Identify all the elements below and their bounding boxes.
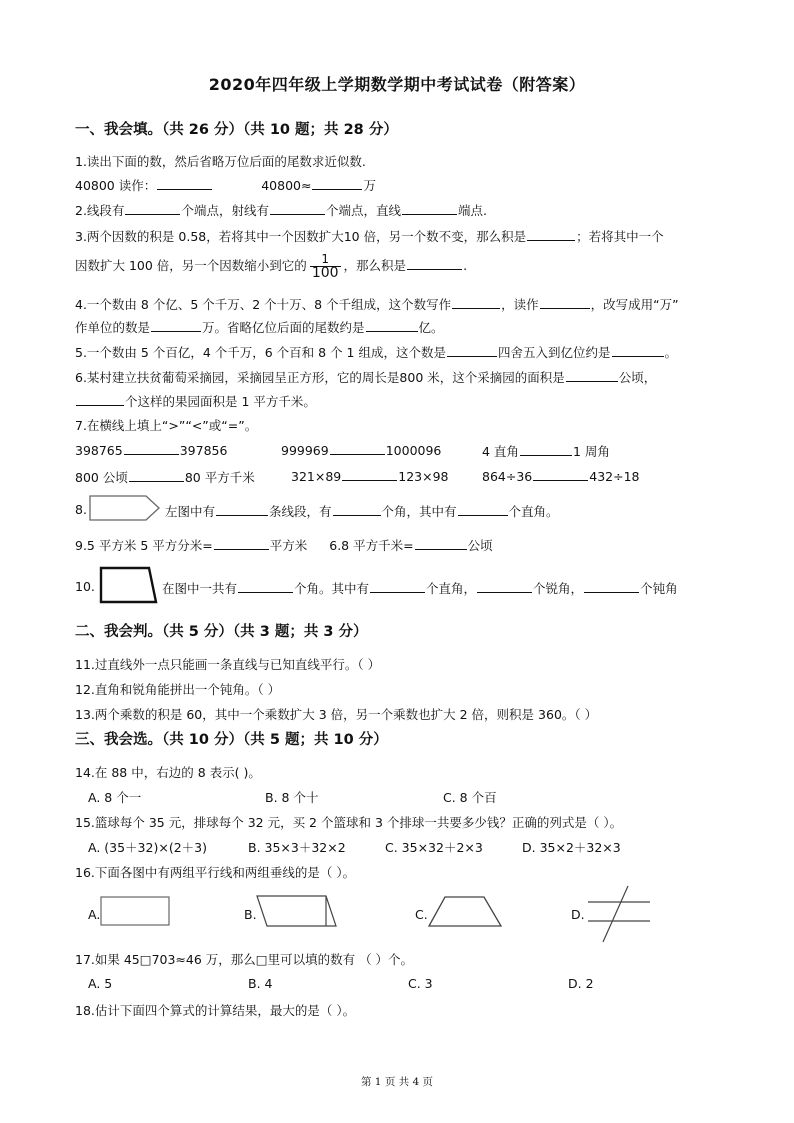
q9-text-1: 9.5 平方米 5 平方分米= bbox=[75, 538, 213, 553]
q1-approx-blank[interactable] bbox=[312, 177, 362, 190]
question-1-answers bbox=[75, 176, 376, 194]
question-15-stem: 15.篮球每个 35 元，排球每个 32 元，买 2 个篮球和 3 个排球一共要多少钱？正确的列式是（ ）。 bbox=[75, 815, 623, 830]
q9-blank-2[interactable] bbox=[415, 537, 467, 550]
question-14-stem: 14.在 88 中，右边的 8 表示( )。 bbox=[75, 765, 261, 780]
q1-approx-label: 40800≈ bbox=[261, 178, 312, 193]
q5-blank-2[interactable] bbox=[612, 344, 664, 357]
section-heading-judge: 二、我会判。（共 5 分）（共 3 题；共 3 分） bbox=[75, 624, 368, 640]
q8-text-3: 个角，其中有 bbox=[381, 504, 457, 519]
q8-pentagon-shape bbox=[90, 496, 159, 520]
question-9 bbox=[75, 536, 493, 554]
q16-option-d-label[interactable]: D. bbox=[571, 907, 585, 922]
q7-blank-3[interactable] bbox=[520, 443, 572, 456]
q7-item-2-right: 1000096 bbox=[385, 443, 442, 458]
q10-blank-2[interactable] bbox=[370, 580, 425, 593]
q2-text-1: 2.线段有 bbox=[75, 203, 125, 218]
q10-blank-1[interactable] bbox=[238, 580, 293, 593]
q7-item-6 bbox=[482, 468, 640, 484]
q10-trapezoid-shape bbox=[101, 568, 156, 602]
q3-blank-2[interactable] bbox=[407, 257, 462, 270]
q7-item-4-right: 80 平方千米 bbox=[184, 470, 255, 485]
q6-text-1: 6.某村建立扶贫葡萄采摘园，采摘园呈正方形，它的周长是800 米，这个采摘园的面积是 bbox=[75, 370, 565, 385]
q5-blank-1[interactable] bbox=[447, 344, 497, 357]
q14-option-a[interactable]: A. 8 个一 bbox=[88, 790, 142, 805]
q7-blank-4[interactable] bbox=[129, 469, 184, 482]
question-16-stem: 16.下面各图中有两组平行线和两组垂线的是（ ）。 bbox=[75, 865, 356, 880]
q16-option-c-trapezoid[interactable] bbox=[428, 896, 504, 928]
q9-text-2: 平方米 bbox=[269, 538, 308, 553]
question-6-line-2 bbox=[75, 392, 316, 410]
q3-fraction-numerator: 1 bbox=[310, 253, 341, 267]
q10-blank-4[interactable] bbox=[584, 580, 639, 593]
q7-item-3-right: 1 周角 bbox=[572, 444, 610, 459]
question-11: 11.过直线外一点只能画一条直线与已知直线平行。（ ） bbox=[75, 657, 381, 672]
q9-blank-1[interactable] bbox=[214, 537, 269, 550]
q14-option-c[interactable]: C. 8 个百 bbox=[443, 790, 497, 805]
q16-option-d-lines[interactable] bbox=[586, 884, 652, 944]
question-4-line-2 bbox=[75, 318, 444, 336]
q7-item-3 bbox=[482, 442, 610, 460]
q7-blank-6[interactable] bbox=[533, 468, 588, 481]
question-17-stem: 17.如果 45□703≈46 万，那么□里可以填的数有 （ ）个。 bbox=[75, 952, 414, 967]
q4-text-6: 亿。 bbox=[418, 320, 444, 335]
q4-blank-4[interactable] bbox=[366, 319, 418, 332]
q17-option-c[interactable]: C. 3 bbox=[408, 976, 433, 991]
q7-item-5-right: 123×98 bbox=[398, 469, 449, 484]
q9-text-4: 公顷 bbox=[467, 538, 493, 553]
q7-item-6-left: 864÷36 bbox=[482, 469, 533, 484]
question-6-line-1 bbox=[75, 368, 656, 386]
q17-option-a[interactable]: A. 5 bbox=[88, 976, 113, 991]
q10-text-3: 个直角， bbox=[426, 581, 477, 596]
q17-option-b[interactable]: B. 4 bbox=[248, 976, 273, 991]
q4-text-1: 4.一个数由 8 个亿、5 个千万、2 个十万、8 个千组成，这个数写作 bbox=[75, 297, 452, 312]
q7-item-1-left: 398765 bbox=[75, 443, 123, 458]
q9-text-3: 6.8 平方千米= bbox=[329, 538, 414, 553]
q6-text-3: 个这样的果园面积是 1 平方千米。 bbox=[125, 394, 316, 409]
q1-read-blank[interactable] bbox=[157, 177, 212, 190]
question-18-stem: 18.估计下面四个算式的计算结果，最大的是（ ）。 bbox=[75, 1003, 356, 1018]
q10-text-1: 在图中一共有 bbox=[162, 581, 238, 596]
q6-blank-1[interactable] bbox=[566, 369, 618, 382]
q7-item-4-left: 800 公顷 bbox=[75, 470, 128, 485]
q8-blank-2[interactable] bbox=[333, 503, 381, 516]
q4-text-3: ，改写成用“万” bbox=[590, 297, 679, 312]
q7-item-2 bbox=[281, 442, 441, 458]
q8-text-1: 左图中有 bbox=[165, 504, 216, 519]
q7-item-1-right: 397856 bbox=[179, 443, 228, 458]
q7-blank-2[interactable] bbox=[330, 442, 385, 455]
q8-blank-3[interactable] bbox=[458, 503, 508, 516]
q2-blank-2[interactable] bbox=[270, 202, 325, 215]
q17-option-d[interactable]: D. 2 bbox=[568, 976, 594, 991]
q16-transversal-line bbox=[603, 886, 628, 942]
q16-option-c-label[interactable]: C. bbox=[415, 907, 428, 922]
q7-blank-5[interactable] bbox=[342, 468, 397, 481]
q5-text-2: 四舍五入到亿位约是 bbox=[497, 345, 611, 360]
question-4-line-1 bbox=[75, 295, 679, 313]
q10-text-5: 个钝角 bbox=[640, 581, 678, 596]
q4-blank-1[interactable] bbox=[452, 296, 500, 309]
q15-option-c[interactable]: C. 35×32＋2×3 bbox=[385, 840, 483, 855]
q10-text-4: 个锐角， bbox=[533, 581, 584, 596]
q10-trapezoid-figure bbox=[99, 566, 159, 604]
q7-blank-1[interactable] bbox=[124, 442, 179, 455]
q14-option-b[interactable]: B. 8 个十 bbox=[265, 790, 319, 805]
page-footer: 第 1 页 共 4 页 bbox=[360, 1076, 434, 1088]
q3-text-1: 3.两个因数的积是 0.58，若将其中一个因数扩大10 倍，另一个数不变，那么积是 bbox=[75, 229, 527, 244]
q4-text-5: 万。省略亿位后面的尾数约是 bbox=[202, 320, 365, 335]
q4-blank-3[interactable] bbox=[151, 319, 201, 332]
q8-text-2: 条线段，有 bbox=[269, 504, 332, 519]
q7-item-5-left: 321×89 bbox=[291, 469, 342, 484]
q5-text-1: 5.一个数由 5 个百亿，4 个千万，6 个百和 8 个 1 组成，这个数是 bbox=[75, 345, 446, 360]
q3-text-2: ；若将其中一个 bbox=[576, 229, 664, 244]
q3-text-3: 因数扩大 100 倍，另一个因数缩小到它的 bbox=[75, 258, 307, 273]
q8-pentagon-figure bbox=[89, 495, 161, 523]
q2-blank-1[interactable] bbox=[125, 202, 180, 215]
q4-text-2: ，读作 bbox=[501, 297, 539, 312]
question-13: 13.两个乘数的积是 60，其中一个乘数扩大 3 倍，另一个乘数也扩大 2 倍，则积是 360。（ ） bbox=[75, 707, 598, 722]
question-3-line-2 bbox=[75, 253, 467, 280]
q7-item-3-left: 4 直角 bbox=[482, 444, 519, 459]
q15-option-a[interactable]: A. (35＋32)×(2＋3) bbox=[88, 840, 207, 855]
q16-option-b-label[interactable]: B. bbox=[244, 907, 257, 922]
page-title: 2020年四年级上学期数学期中考试试卷（附答案） bbox=[208, 75, 586, 94]
q7-item-6-right: 432÷18 bbox=[589, 469, 640, 484]
q8-text-4: 个直角。 bbox=[508, 504, 559, 519]
section-heading-fill: 一、我会填。（共 26 分）（共 10 题；共 28 分） bbox=[75, 122, 398, 138]
q10-blank-3[interactable] bbox=[477, 580, 532, 593]
q2-blank-3[interactable] bbox=[402, 202, 457, 215]
q4-blank-2[interactable] bbox=[540, 296, 590, 309]
q8-blank-1[interactable] bbox=[216, 503, 268, 516]
q4-text-4: 作单位的数是 bbox=[75, 320, 151, 335]
q16-parallelogram-shape bbox=[257, 896, 336, 926]
q6-text-2: 公顷， bbox=[618, 370, 657, 385]
question-12: 12.直角和锐角能拼出一个钝角。（ ） bbox=[75, 682, 281, 697]
q15-option-d[interactable]: D. 35×2＋32×3 bbox=[522, 840, 621, 855]
q10-text-2: 个角。其中有 bbox=[294, 581, 370, 596]
q3-text-5: . bbox=[463, 258, 468, 273]
section-heading-choose: 三、我会选。（共 10 分）（共 5 题；共 10 分） bbox=[75, 732, 388, 748]
q2-text-3: 个端点，直线 bbox=[325, 203, 401, 218]
question-3-line-1 bbox=[75, 227, 664, 245]
question-2 bbox=[75, 201, 487, 219]
question-7-stem: 7.在横线上填上“>”“<”或“=”。 bbox=[75, 418, 258, 433]
q7-item-2-left: 999969 bbox=[281, 443, 329, 458]
q16-trapezoid-shape bbox=[429, 897, 501, 926]
q1-approx-unit: 万 bbox=[363, 178, 376, 193]
question-5 bbox=[75, 343, 677, 361]
q2-text-4: 端点. bbox=[457, 203, 487, 218]
q7-item-5 bbox=[291, 468, 449, 484]
q16-option-a-label[interactable]: A. bbox=[88, 907, 101, 922]
q5-text-3: 。 bbox=[664, 345, 678, 360]
q16-option-a-rectangle[interactable] bbox=[100, 896, 172, 928]
q6-blank-2[interactable] bbox=[76, 393, 124, 406]
q16-rectangle-shape bbox=[101, 897, 169, 925]
q3-fraction-denominator: 100 bbox=[311, 265, 339, 281]
question-8 bbox=[165, 502, 559, 520]
q7-item-4 bbox=[75, 468, 255, 486]
q2-text-2: 个端点，射线有 bbox=[181, 203, 269, 218]
question-10 bbox=[162, 579, 678, 597]
q3-blank-1[interactable] bbox=[527, 228, 575, 241]
q7-item-1 bbox=[75, 442, 227, 458]
q8-number: 8. bbox=[75, 502, 87, 517]
q16-option-b-figure[interactable] bbox=[256, 894, 340, 930]
q15-option-b[interactable]: B. 35×3＋32×2 bbox=[248, 840, 346, 855]
q3-fraction bbox=[310, 253, 341, 280]
q10-number: 10. bbox=[75, 579, 95, 594]
q3-text-4: ，那么积是 bbox=[343, 258, 407, 273]
question-1-stem: 1.读出下面的数，然后省略万位后面的尾数求近似数. bbox=[75, 154, 366, 169]
q1-read-label: 40800 读作： bbox=[75, 178, 157, 193]
